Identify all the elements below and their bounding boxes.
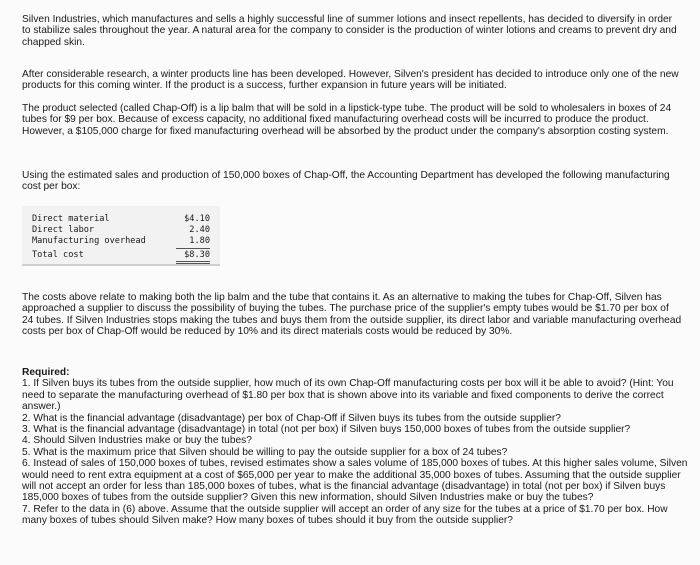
alternative-paragraph: The costs above relate to making both the lip balm and the tube that contains it. As an alternative to making the tubes for Chap-Off, Silven has approached a supplier to discuss the possibility of buying the tubes. The purchase price of the supplier's empty tubes would be $1.70 per box of 24 tubes. If Silven Industries stops making the tubes and buys them from the outside supplier, its direct labor and variable manufacturing overhead costs per box of Chap-Off would be reduced by 10% and its direct materials costs would be reduced by 30%. <box>22 292 682 338</box>
manufacturing-cost-table <box>22 206 220 266</box>
cost-value: $4.10 <box>184 214 210 224</box>
research-paragraph: After considerable research, a winter products line has been developed. However, Silven's president has decided to introduce only one of the new products for this coming winter. If the product is a success, further expansion in future years will be initiated. <box>22 69 679 92</box>
product-paragraph: The product selected (called Chap-Off) is a lip balm that will be sold in a lipstick-type tube. The product will be sold to wholesalers in boxes of 24 tubes for $9 per box. Because of excess capacity, no additional fixed manufacturing overhead costs will be incurred to produce the product. However, a $105,000 charge for fixed manufacturing overhead will be absorbed by the product under the company's absorption costing system. <box>22 103 672 137</box>
required-section <box>22 367 688 527</box>
intro-paragraph: Silven Industries, which manufactures and sells a highly successful line of summer lotions and insect repellents, has decided to diversify in order to stabilize sales throughout the year. A natural area for the company to consider is the production of winter lotions and creams to prevent dry and chapped skin. <box>22 14 677 48</box>
cost-label: Total cost <box>32 250 84 260</box>
cost-row-manufacturing-overhead <box>22 236 220 247</box>
question-4: 4. Should Silven Industries make or buy the tubes? <box>22 435 252 447</box>
question-3: 3. What is the financial advantage (disadvantage) in total (not per box) if Silven buys 150,000 boxes of tubes from the outside supplier? <box>22 424 631 436</box>
subtotal-rule <box>176 248 210 249</box>
required-heading: Required: <box>22 367 70 378</box>
question-1: 1. If Silven buys its tubes from the outside supplier, how much of its own Chap-Off manufacturing costs per box will it be able to avoid? (Hint: You need to separate the manufacturing overhead of $1.80 per box that is shown above into its variable and fixed components to derive the correct answer.) <box>22 378 674 413</box>
cost-value: 1.80 <box>189 236 210 246</box>
estimate-paragraph: Using the estimated sales and production of 150,000 boxes of Chap-Off, the Accounting Department has developed the following manufacturing cost per box: <box>22 170 670 193</box>
cost-label: Manufacturing overhead <box>32 236 146 246</box>
question-5: 5. What is the maximum price that Silven should be willing to pay the outside supplier for a box of 24 tubes? <box>22 446 508 458</box>
question-2: 2. What is the financial advantage (disadvantage) per box of Chap-Off if Silven buys its tubes from the outside supplier? <box>22 412 561 424</box>
cost-value: 2.40 <box>189 225 210 235</box>
question-7: 7. Refer to the data in (6) above. Assume that the outside supplier will accept an order of any size for the tubes at a price of $1.70 per box. How many boxes of tubes should Silven make? How many boxes of tubes should it buy from the outside supplier? <box>22 503 668 527</box>
cost-row-direct-material <box>22 214 220 225</box>
cost-row-direct-labor <box>22 225 220 236</box>
table-bottom-bar <box>22 264 220 266</box>
cost-value: $8.30 <box>184 250 210 260</box>
question-6: 6. Instead of sales of 150,000 boxes of tubes, revised estimates show a sales volume of 185,000 boxes of tubes. At this higher sales volume, Silven would need to rent extra equipment at a cost of $65,000 per year to make the additional 35,000 boxes of tubes. Assuming that the outside supplier will not accept an order for less than 185,000 boxes of tubes, what is the financial advantage (disadvantage) in total (not per box) if Silven buys 185,000 boxes of tubes from the outside supplier? Given this new information, should Silven Industries make or buy the tubes? <box>22 458 688 504</box>
cost-label: Direct labor <box>32 225 95 235</box>
cost-label: Direct material <box>32 214 110 224</box>
cost-row-total <box>22 250 220 261</box>
total-double-rule-top <box>176 261 210 262</box>
